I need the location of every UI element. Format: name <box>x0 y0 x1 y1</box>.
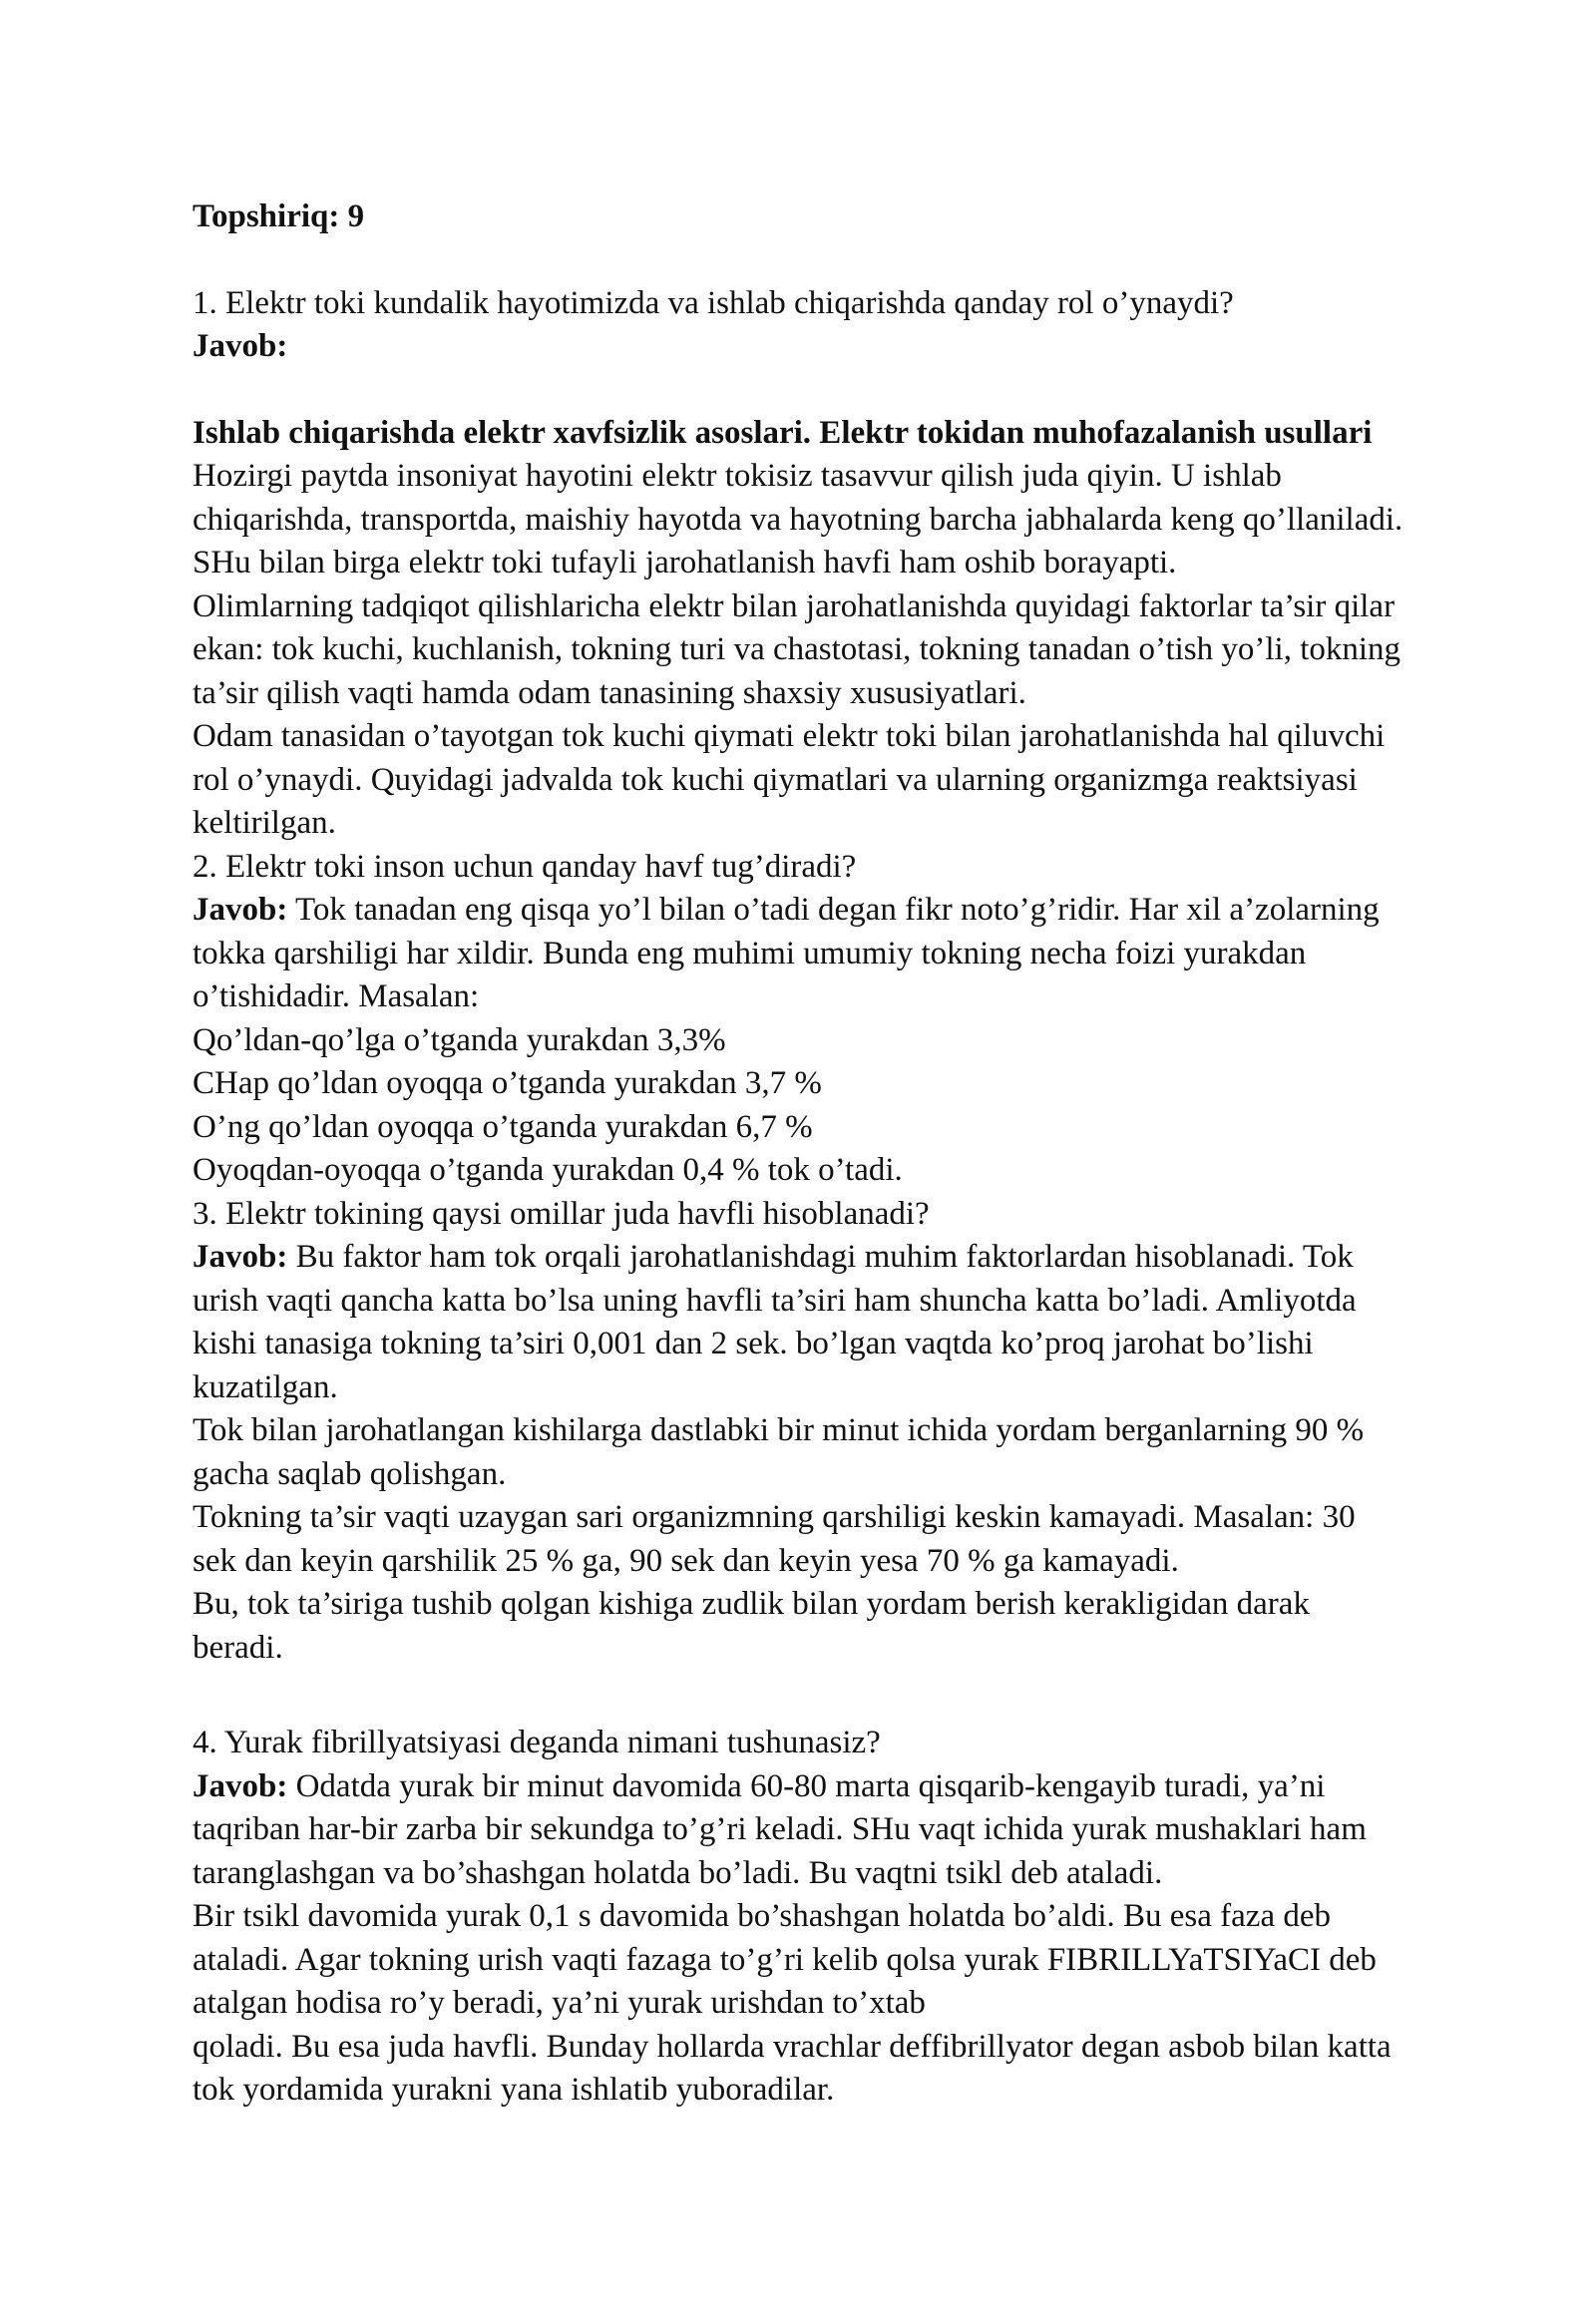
paragraph-line: tok yordamida yurakni yana ishlatib yuboradilar. <box>193 2072 835 2108</box>
answer-2-text: Tok tanadan eng qisqa yo’l bilan o’tadi degan fikr noto’g’ridir. Har xil a’zolarning <box>287 892 1380 928</box>
paragraph-line: gacha saqlab qolishgan. <box>193 1455 507 1492</box>
paragraph-line: rol o’ynaydi. Quyidagi jadvalda tok kuchi qiymatlari va ularning organizmga reaktsiyasi <box>193 761 1358 798</box>
paragraph-line: Tok bilan jarohatlangan kishilarga dastlabki bir minut ichida yordam berganlarning 90 % <box>193 1412 1365 1448</box>
question-2: 2. Elektr toki inson uchun qanday havf tug’diradi? <box>193 848 857 885</box>
question-1: 1. Elektr toki kundalik hayotimizda va ishlab chiqarishda qanday rol o’ynaydi? <box>193 284 1234 321</box>
paragraph-line: Tokning ta’sir vaqti uzaygan sari organizmning qarshiligi keskin kamayadi. Masalan: 30 <box>193 1499 1356 1535</box>
paragraph-line: qoladi. Bu esa juda havfli. Bunday hollarda vrachlar deffibrillyator degan asbob bilan katta <box>193 2028 1392 2065</box>
paragraph-line: ta’sir qilish vaqti hamda odam tanasining shaxsiy xususiyatlari. <box>193 674 1026 711</box>
paragraph-line: atalgan hodisa ro’y beradi, ya’ni yurak urishdan to’xtab <box>193 1985 926 2021</box>
paragraph-line: sek dan keyin qarshilik 25 % ga, 90 sek dan keyin yesa 70 % ga kamayadi. <box>193 1542 1179 1579</box>
answer-label-3: Javob: <box>193 1239 288 1275</box>
paragraph-line: SHu bilan birga elektr toki tufayli jarohatlanish havfi ham oshib borayapti. <box>193 545 1177 581</box>
answer-4-text: Odatda yurak bir minut davomida 60-80 marta qisqarib-kengayib turadi, ya’ni <box>287 1767 1326 1804</box>
paragraph-line: keltirilgan. <box>193 805 336 841</box>
answer-3-text: Bu faktor ham tok orqali jarohatlanishdagi muhim faktorlardan hisoblanadi. Tok <box>287 1239 1354 1275</box>
answer-4-first-line <box>193 1765 1589 1809</box>
section-heading: Ishlab chiqarishda elektr xavfsizlik asoslari. Elektr tokidan muhofazalanish usullari <box>193 414 1373 451</box>
paragraph-line: beradi. <box>193 1629 283 1666</box>
paragraph-line: taranglashgan va bo’shashgan holatda bo’ladi. Bu vaqtni tsikl deb ataladi. <box>193 1854 1163 1891</box>
paragraph-line: Qo’ldan-qo’lga o’tganda yurakdan 3,3% <box>193 1021 726 1058</box>
page-title: Topshiriq: 9 <box>193 198 365 234</box>
answer-label-2: Javob: <box>193 892 288 928</box>
document-page <box>193 195 1589 2113</box>
paragraph-line: Hozirgi paytda insoniyat hayotini elektr tokisiz tasavvur qilish juda qiyin. U ishlab <box>193 458 1282 494</box>
answer-3-first-line <box>193 1236 1589 1280</box>
paragraph-line: tokka qarshiligi har xildir. Bunda eng muhimi umumiy tokning necha foizi yurakdan <box>193 935 1307 971</box>
paragraph-line: Bu, tok ta’siriga tushib qolgan kishiga zudlik bilan yordam berish kerakligidan darak <box>193 1586 1310 1622</box>
paragraph-line: Olimlarning tadqiqot qilishlaricha elektr bilan jarohatlanishda quyidagi faktorlar ta’sir qilar <box>193 587 1396 624</box>
paragraph-line: taqriban har-bir zarba bir sekundga to’g’ri keladi. SHu vaqt ichida yurak mushaklari ham <box>193 1811 1367 1847</box>
paragraph-line: O’ng qo’ldan oyoqqa o’tganda yurakdan 6,7 % <box>193 1108 813 1145</box>
paragraph-line: o’tishidadir. Masalan: <box>193 978 480 1014</box>
paragraph-line: Odam tanasidan o’tayotgan tok kuchi qiymati elektr toki bilan jarohatlanishda hal qiluvchi <box>193 718 1386 754</box>
answer-label-1: Javob: <box>193 328 288 364</box>
paragraph-line: chiqarishda, transportda, maishiy hayotda va hayotning barcha jabhalarda keng qo’llaniladi. <box>193 501 1403 538</box>
answer-2-first-line <box>193 889 1589 933</box>
paragraph-line: Bir tsikl davomida yurak 0,1 s davomida bo’shashgan holatda bo’aldi. Bu esa faza deb <box>193 1898 1331 1934</box>
paragraph-line: urish vaqti qancha katta bo’lsa uning havfli ta’siri ham shuncha katta bo’ladi. Amliyotda <box>193 1282 1357 1319</box>
paragraph-line: kishi tanasiga tokning ta’siri 0,001 dan 2 sek. bo’lgan vaqtda ko’proq jarohat bo’lishi <box>193 1326 1314 1361</box>
question-3: 3. Elektr tokining qaysi omillar juda havfli hisoblanadi? <box>193 1195 930 1232</box>
paragraph-line: ataladi. Agar tokning urish vaqti fazaga to’g’ri kelib qolsa yurak FIBRILLYaTSIYaCI deb <box>193 1941 1377 1978</box>
paragraph-line: ekan: tok kuchi, kuchlanish, tokning turi va chastotasi, tokning tanadan o’tish yo’li, tokning <box>193 631 1401 667</box>
paragraph-line: kuzatilgan. <box>193 1368 338 1405</box>
question-4: 4. Yurak fibrillyatsiyasi deganda nimani tushunasiz? <box>193 1725 881 1760</box>
paragraph-line: Oyoqdan-oyoqqa o’tganda yurakdan 0,4 % tok o’tadi. <box>193 1152 903 1188</box>
answer-label-4: Javob: <box>193 1767 288 1804</box>
paragraph-line: CHap qo’ldan oyoqqa o’tganda yurakdan 3,7 % <box>193 1065 822 1101</box>
